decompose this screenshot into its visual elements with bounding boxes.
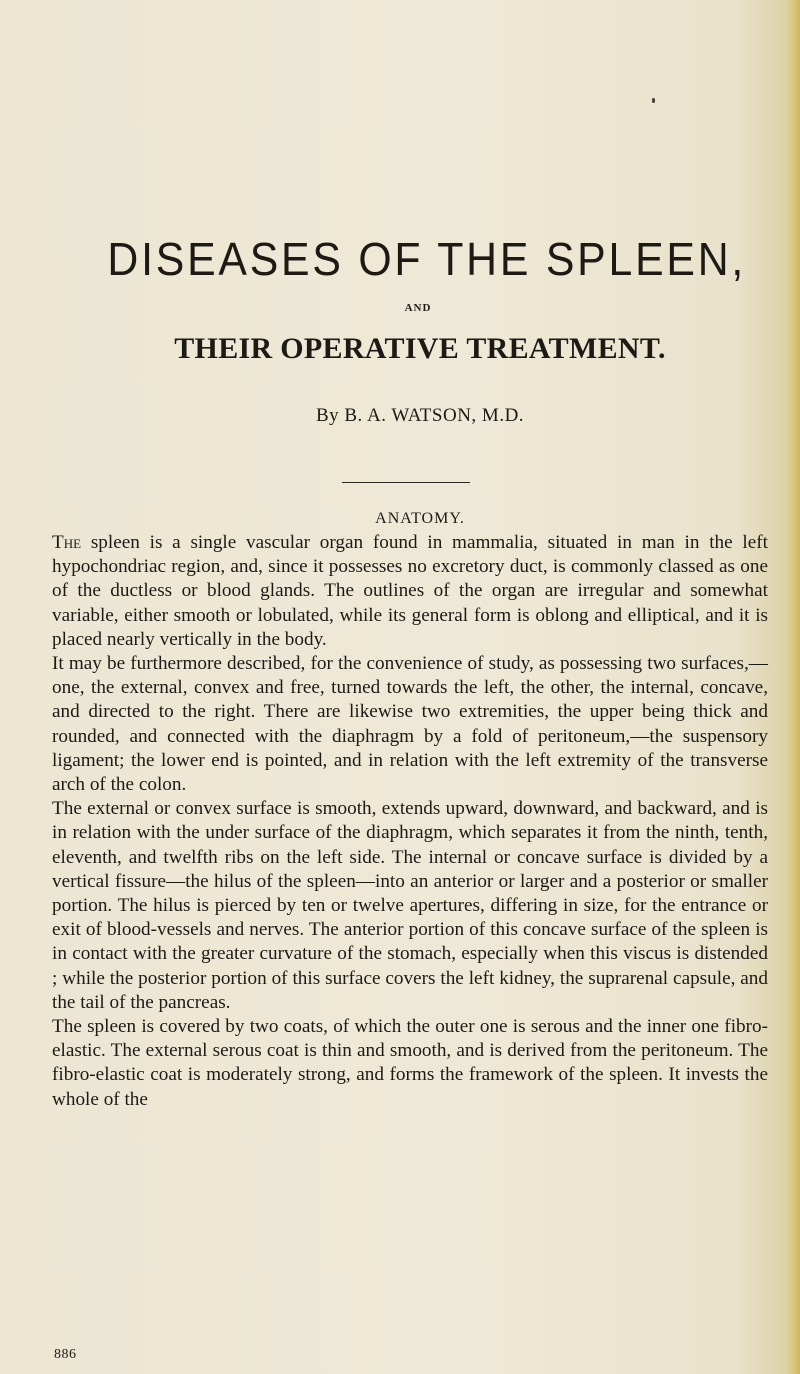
paragraph xyxy=(52,531,768,652)
title-conjunction: AND xyxy=(404,302,432,314)
article-subtitle: THEIR OPERATIVE TREATMENT. xyxy=(174,332,666,365)
body-text xyxy=(52,531,768,1112)
paragraph: The spleen is covered by two coats, of which the outer one is serous and the inner one fibro-elastic. The external serous coat is thin and smooth, and is derived from the peritoneum. The fibro-elastic coat is moderately strong, and forms the framework of the spleen. It invests the whole of the xyxy=(52,1016,768,1110)
page-edge-shadow xyxy=(786,0,800,1374)
section-heading: ANATOMY. xyxy=(375,510,465,527)
page-number: 886 xyxy=(54,1347,77,1362)
paragraph: The external or convex surface is smooth, extends upward, downward, and backward, and is in relation with the under surface of the diaphragm, which separates it from the ninth, tenth, eleventh, and twelfth ribs on the left side. The internal or concave surface is divided by a vertical fissure—the hilus of the spleen—into an anterior or larger and a posterior or smaller portion. The hilus is pierced by ten or twelve apertures, differing in size, for the entrance or exit of blood-vessels and nerves. The anterior portion of this concave surface of the spleen is in contact with the greater curvature of the stomach, especially when this viscus is distended ; while the posterior portion of this surface covers the left kidney, the suprarenal capsule, and the tail of the pancreas. xyxy=(52,798,768,1013)
ink-speck xyxy=(652,98,655,103)
article-title: DISEASES OF THE SPLEEN, xyxy=(107,233,747,285)
author-line: By B. A. WATSON, M.D. xyxy=(315,405,525,426)
paragraph-text: spleen is a single vascular organ found in mammalia, situated in man in the left hypochondriac region, and, since it possesses no excretory duct, is commonly classed as one of the ductless or blood glands. The outlines of the organ are irregular and somewhat variable, either smooth or lobulated, while its general form is oblong and elliptical, and it is placed nearly vertically in the body. xyxy=(52,532,768,650)
paragraph-lead-word: The xyxy=(52,532,82,553)
paragraph: It may be furthermore described, for the convenience of study, as possessing two surfaces,—one, the external, convex and free, turned towards the left, the other, the internal, concave, and directed to the right. There are likewise two extremities, the upper being thick and rounded, and connected with the diaphragm by a fold of peritoneum,—the suspensory ligament; the lower end is pointed, and in relation with the left extremity of the transverse arch of the colon. xyxy=(52,653,768,796)
title-divider-rule xyxy=(342,482,470,483)
